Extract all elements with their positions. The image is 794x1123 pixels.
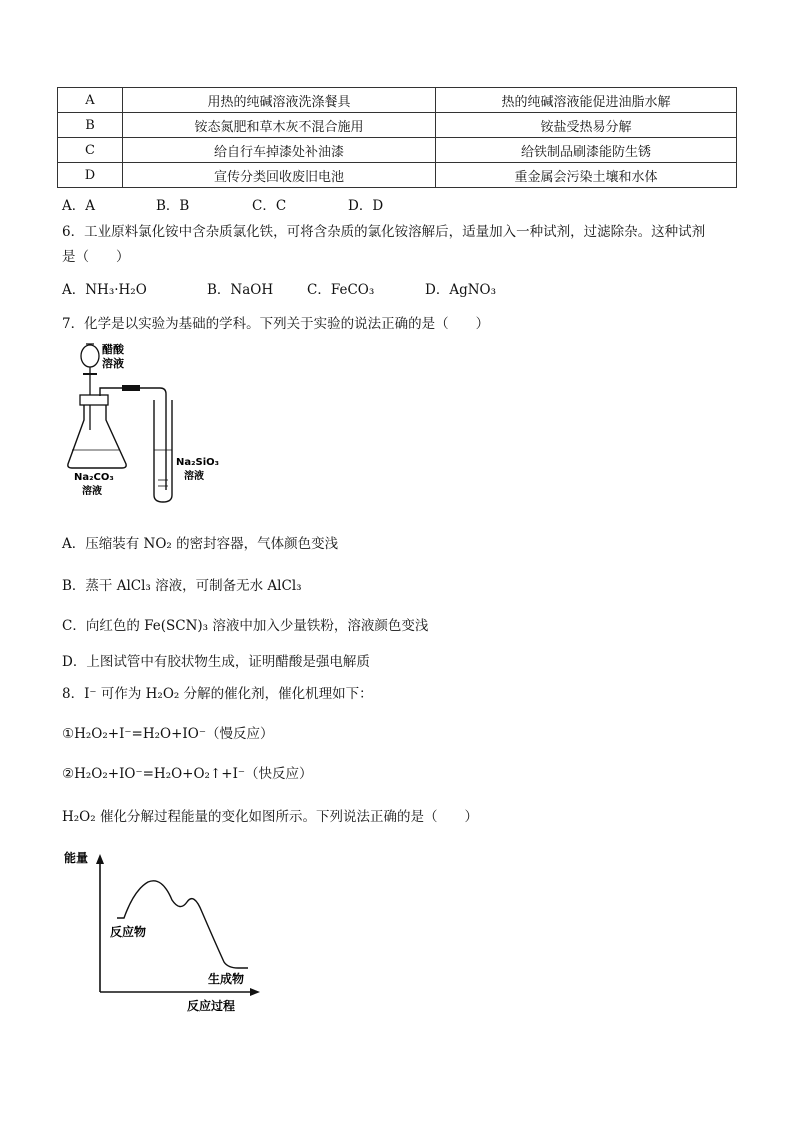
q6-choice-c[interactable]: C．FeCO₃ xyxy=(307,282,375,298)
q7-option-c[interactable]: C．向红色的 Fe(SCN)₃ 溶液中加入少量铁粉，溶液颜色变浅 xyxy=(62,618,429,634)
q7-option-d[interactable]: D．上图试管中有胶状物生成，证明醋酸是强电解质 xyxy=(62,654,370,670)
product-label: 生成物 xyxy=(208,972,245,986)
energy-profile xyxy=(62,840,272,1015)
q5-options-table xyxy=(57,87,737,188)
flask-label-2: 溶液 xyxy=(82,486,102,497)
funnel-label-1: 醋酸 xyxy=(102,343,124,356)
x-axis-label: 反应过程 xyxy=(187,999,236,1013)
row-label: C xyxy=(58,138,123,163)
flask-label-1: Na₂CO₃ xyxy=(74,472,114,483)
row-label: B xyxy=(58,113,123,138)
row-reason: 给铁制品刷漆能防生锈 xyxy=(436,138,737,163)
row-reason: 重金属会污染土壤和水体 xyxy=(436,163,737,188)
q7-apparatus-figure xyxy=(62,340,242,510)
q7-option-b[interactable]: B．蒸干 AlCl₃ 溶液，可制备无水 AlCl₃ xyxy=(62,578,302,594)
table-row xyxy=(58,138,737,163)
tube-label-1: Na₂SiO₃ xyxy=(176,457,220,468)
q6-choices xyxy=(62,278,496,298)
q8-energy-diagram xyxy=(62,840,272,1015)
q7-stem: 7．化学是以实验为基础的学科。下列关于实验的说法正确的是（ ） xyxy=(62,316,490,332)
table-row xyxy=(58,163,737,188)
q6-choice-b[interactable]: B．NaOH xyxy=(207,282,274,298)
tube-label-2: 溶液 xyxy=(184,471,204,482)
q8-stem: 8．I⁻ 可作为 H₂O₂ 分解的催化剂，催化机理如下： xyxy=(62,686,373,702)
row-practice: 铵态氮肥和草木灰不混合施用 xyxy=(123,113,436,138)
apparatus-diagram xyxy=(62,340,242,510)
q6-choice-a[interactable]: A．NH₃·H₂O xyxy=(62,282,147,298)
q5-choice-c[interactable]: C．C xyxy=(252,198,287,214)
q5-choice-a[interactable]: A．A xyxy=(62,198,95,214)
q5-choice-b[interactable]: B．B xyxy=(156,198,190,214)
row-reason: 铵盐受热易分解 xyxy=(436,113,737,138)
q8-step1: ①H₂O₂+I⁻=H₂O+IO⁻（慢反应） xyxy=(62,726,274,742)
row-practice: 用热的纯碱溶液洗涤餐具 xyxy=(123,88,436,113)
q6-stem-line2: 是（ ） xyxy=(62,249,130,265)
table-row xyxy=(58,88,737,113)
q6-choice-d[interactable]: D．AgNO₃ xyxy=(425,282,497,298)
q8-step2: ②H₂O₂+IO⁻=H₂O+O₂↑+I⁻（快反应） xyxy=(62,766,313,782)
q5-choices xyxy=(62,194,383,214)
row-label: D xyxy=(58,163,123,188)
row-practice: 宣传分类回收废旧电池 xyxy=(123,163,436,188)
row-reason: 热的纯碱溶液能促进油脂水解 xyxy=(436,88,737,113)
q5-choice-d[interactable]: D．D xyxy=(348,198,384,214)
row-practice: 给自行车掉漆处补油漆 xyxy=(123,138,436,163)
reactant-label: 反应物 xyxy=(110,925,147,939)
q7-option-a[interactable]: A．压缩装有 NO₂ 的密封容器，气体颜色变浅 xyxy=(62,536,339,552)
funnel-label-2: 溶液 xyxy=(102,357,124,370)
table-row xyxy=(58,113,737,138)
y-axis-label: 能量 xyxy=(64,851,89,865)
q8-question: H₂O₂ 催化分解过程能量的变化如图所示。下列说法正确的是（ ） xyxy=(62,809,478,825)
q6-stem-line1: 6．工业原料氯化铵中含杂质氯化铁，可将含杂质的氯化铵溶解后，适量加入一种试剂，过滤除杂。这种试剂 xyxy=(62,224,706,240)
row-label: A xyxy=(58,88,123,113)
